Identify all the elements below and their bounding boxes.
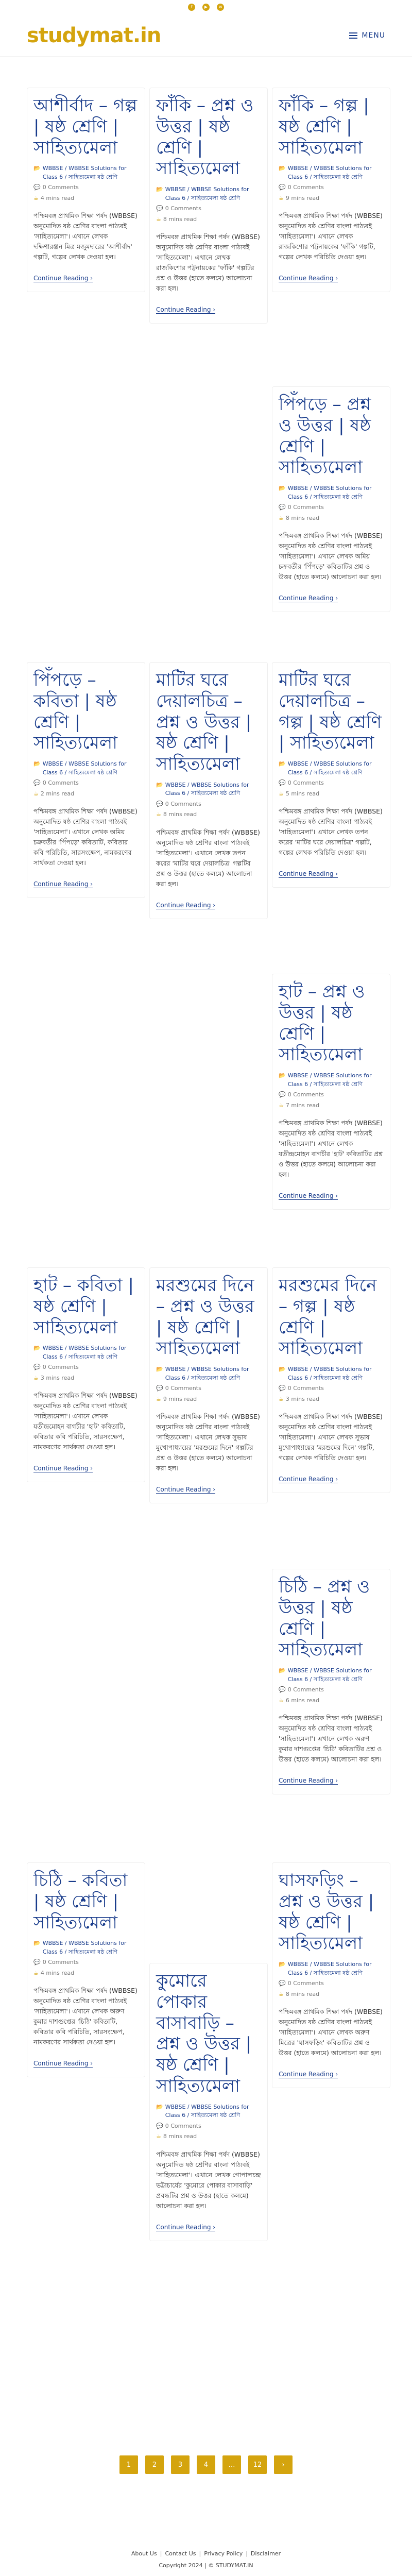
post-card: [272, 88, 390, 292]
post-excerpt: পশ্চিমবঙ্গ প্রাথমিক শিক্ষা পর্ষদ (WBBSE) অনুমোদিত ষষ্ঠ শ্রেণির বাংলা পাঠ্যবই 'সাহিত্যমেলা'। এখানে লেখক সুভাষ মুখোপাধ্যায়ের 'মরশুমের দিনে' গল্পটির প্রশ্ন ও উত্তর (হাতে কলমে) আলোচনা করা হল।: [156, 1413, 260, 1472]
continue-reading-link[interactable]: Continue Reading ›: [279, 2071, 338, 2078]
post-title[interactable]: ফাঁকি – প্রশ্ন ও উত্তর | ষষ্ঠ শ্রেণি | সাহিত্যমেলা: [156, 95, 254, 179]
coffee-icon: ☕: [156, 215, 161, 223]
folder-icon: 📂: [279, 165, 286, 172]
footer-links: [0, 2550, 412, 2557]
hamburger-icon: [349, 32, 357, 39]
post-excerpt: পশ্চিমবঙ্গ প্রাথমিক শিক্ষা পর্ষদ (WBBSE) অনুমোদিত ষষ্ঠ শ্রেণির বাংলা পাঠ্যবই 'সাহিত্যমেলা'। এখানে লেখক যতীন্দ্রমোহন বাগচীর 'হাট' কবিতাটি, কবিতার কবি পরিচিতি, সারসংক্ষেপ, নামকরণের সার্থকতা দেওয়া হল।: [33, 1392, 138, 1451]
post-card: [272, 662, 390, 888]
post-category[interactable]: 📂 WBBSE / WBBSE Solutions for Class 6 / সাহিত্যমেলা ষষ্ঠ শ্রেণি: [33, 165, 127, 180]
continue-reading-link[interactable]: Continue Reading ›: [33, 1465, 93, 1472]
post-title[interactable]: চিঠি – প্রশ্ন ও উত্তর | ষষ্ঠ শ্রেণি | সাহিত্যমেলা: [279, 1577, 370, 1660]
post-excerpt: পশ্চিমবঙ্গ প্রাথমিক শিক্ষা পর্ষদ (WBBSE) অনুমোদিত ষষ্ঠ শ্রেণির বাংলা পাঠ্যবই 'সাহিত্যমেলা'। এখানে লেখক অরুণ মিত্রের 'ঘাসফড়িং' কবিতাটির প্রশ্ন ও উত্তর (হাতে কলমে) আলোচনা করা হল।: [279, 2008, 383, 2057]
email-icon[interactable]: ✉: [217, 4, 224, 11]
coffee-icon: ☕: [33, 194, 39, 201]
coffee-icon: ☕: [279, 1697, 284, 1704]
footer-separator: |: [246, 2550, 248, 2557]
menu-label: MENU: [362, 31, 385, 40]
post-title[interactable]: মাটির ঘরে দেয়ালচিত্র – প্রশ্ন ও উত্তর | ষষ্ঠ শ্রেণি | সাহিত্যমেলা: [156, 670, 252, 775]
post-category[interactable]: 📂 WBBSE / WBBSE Solutions for Class 6 / সাহিত্যমেলা ষষ্ঠ শ্রেণি: [33, 1345, 127, 1360]
folder-icon: 📂: [156, 186, 163, 193]
logo-name: studymat: [27, 23, 133, 47]
post-card: [149, 662, 268, 919]
post-read-time: ☕ 9 mins read: [279, 194, 384, 203]
post-comments[interactable]: 💬 0 Comments: [33, 1958, 139, 1967]
comment-icon: 💬: [279, 1091, 286, 1098]
pagination: [0, 2455, 412, 2474]
footer-link[interactable]: Disclaimer: [250, 2550, 281, 2557]
coffee-icon: ☕: [33, 1969, 39, 1976]
page-button[interactable]: 12: [248, 2455, 267, 2474]
comment-icon: 💬: [156, 205, 163, 212]
post-read-time: ☕ 8 mins read: [279, 514, 384, 523]
post-title[interactable]: পিঁপড়ে – প্রশ্ন ও উত্তর | ষষ্ঠ শ্রেণি | সাহিত্যমেলা: [279, 394, 371, 478]
post-excerpt: পশ্চিমবঙ্গ প্রাথমিক শিক্ষা পর্ষদ (WBBSE) অনুমোদিত ষষ্ঠ শ্রেণির বাংলা পাঠ্যবই 'সাহিত্যমেলা'। এখানে লেখক তপন করের 'মাটির ঘরে দেয়ালচিত্র' গল্পটির প্রশ্ন ও উত্তর (হাতে কলমে) আলোচনা করা হল।: [156, 828, 260, 888]
continue-reading-link[interactable]: Continue Reading ›: [156, 901, 216, 909]
coffee-icon: ☕: [156, 811, 161, 818]
post-excerpt: পশ্চিমবঙ্গ প্রাথমিক শিক্ষা পর্ষদ (WBBSE) অনুমোদিত ষষ্ঠ শ্রেণির বাংলা পাঠ্যবই 'সাহিত্যমেলা'। এখানে লেখক রাজকিশোর পট্টনায়কের 'ফাঁকি' গল্পটি, গল্পের লেখক পরিচিতি দেওয়া হল।: [279, 212, 383, 261]
post-category[interactable]: 📂 WBBSE / WBBSE Solutions for Class 6 / সাহিত্যমেলা ষষ্ঠ শ্রেণি: [279, 760, 372, 776]
footer-link[interactable]: Contact Us: [165, 2550, 196, 2557]
post-comments[interactable]: 💬 0 Comments: [279, 1686, 384, 1694]
site-logo[interactable]: [27, 24, 161, 47]
folder-icon: 📂: [156, 2103, 163, 2110]
folder-icon: 📂: [279, 1667, 286, 1674]
folder-icon: 📂: [156, 781, 163, 788]
post-comments[interactable]: 💬 0 Comments: [33, 183, 139, 192]
folder-icon: 📂: [279, 1366, 286, 1373]
post-excerpt: পশ্চিমবঙ্গ প্রাথমিক শিক্ষা পর্ষদ (WBBSE) অনুমোদিত ষষ্ঠ শ্রেণির বাংলা পাঠ্যবই 'সাহিত্যমেলা'। এখানে লেখক অরুণ কুমার দাশগুপ্তের 'চিঠি' কবিতাটি, কবিতার কবি পরিচিতি, সারসংক্ষেপ, নামকরণের সার্থকতা দেওয়া হল।: [33, 1987, 138, 2046]
folder-icon: 📂: [33, 1940, 41, 1947]
post-card: [272, 1862, 390, 2088]
footer-separator: |: [199, 2550, 201, 2557]
post-read-time: ☕ 5 mins read: [279, 790, 384, 799]
post-read-time: ☕ 7 mins read: [279, 1101, 384, 1110]
page-button[interactable]: 2: [145, 2455, 164, 2474]
post-excerpt: পশ্চিমবঙ্গ প্রাথমিক শিক্ষা পর্ষদ (WBBSE) অনুমোদিত ষষ্ঠ শ্রেণির বাংলা পাঠ্যবই 'সাহিত্যমেলা'। এখানে লেখক তপন করের 'মাটির ঘরে দেয়ালচিত্র' গল্পটি, গল্পের লেখক পরিচিতি দেওয়া হল।: [279, 807, 383, 857]
coffee-icon: ☕: [279, 790, 284, 797]
continue-reading-link[interactable]: Continue Reading ›: [156, 1486, 216, 1494]
post-read-time: ☕ 3 mins read: [279, 1395, 384, 1404]
post-comments[interactable]: 💬 0 Comments: [279, 183, 384, 192]
comment-icon: 💬: [279, 1980, 286, 1987]
page-button[interactable]: 3: [171, 2455, 190, 2474]
folder-icon: 📂: [33, 1345, 41, 1352]
post-category[interactable]: 📂 WBBSE / WBBSE Solutions for Class 6 / সাহিত্যমেলা ষষ্ঠ শ্রেণি: [279, 1667, 372, 1683]
post-category[interactable]: 📂 WBBSE / WBBSE Solutions for Class 6 / সাহিত্যমেলা ষষ্ঠ শ্রেণি: [156, 2103, 249, 2119]
post-read-time: ☕ 8 mins read: [279, 1990, 384, 1999]
continue-reading-link[interactable]: Continue Reading ›: [279, 1777, 338, 1785]
continue-reading-link[interactable]: Continue Reading ›: [33, 275, 93, 282]
coffee-icon: ☕: [279, 1990, 284, 1997]
continue-reading-link[interactable]: Continue Reading ›: [156, 2223, 216, 2231]
youtube-icon[interactable]: ▶: [202, 4, 210, 11]
social-bar: [0, 0, 412, 14]
site-header: [0, 14, 412, 57]
coffee-icon: ☕: [279, 1395, 284, 1402]
comment-icon: 💬: [156, 2122, 163, 2129]
post-category[interactable]: 📂 WBBSE / WBBSE Solutions for Class 6 / সাহিত্যমেলা ষষ্ঠ শ্রেণি: [33, 1940, 127, 1955]
post-read-time: ☕ 8 mins read: [156, 810, 261, 819]
coffee-icon: ☕: [156, 1395, 161, 1402]
post-excerpt: পশ্চিমবঙ্গ প্রাথমিক শিক্ষা পর্ষদ (WBBSE) অনুমোদিত ষষ্ঠ শ্রেণির বাংলা পাঠ্যবই 'সাহিত্যমেলা'। এখানে লেখক অমিয় চক্রবর্তীর 'পিঁপড়ে' কবিতাটি, কবিতার কবি পরিচিতি, সারসংক্ষেপ, নামকরণের সার্থকতা দেওয়া হল।: [33, 807, 138, 867]
folder-icon: 📂: [33, 760, 41, 768]
copyright: Copyright 2024 | © STUDYMAT.IN: [159, 2562, 253, 2569]
comment-icon: 💬: [279, 779, 286, 787]
post-comments[interactable]: 💬 0 Comments: [33, 1363, 139, 1372]
coffee-icon: ☕: [33, 790, 39, 797]
post-read-time: ☕ 9 mins read: [156, 1395, 261, 1404]
comment-icon: 💬: [156, 1385, 163, 1392]
post-read-time: ☕ 3 mins read: [33, 1374, 139, 1383]
post-excerpt: পশ্চিমবঙ্গ প্রাথমিক শিক্ষা পর্ষদ (WBBSE) অনুমোদিত ষষ্ঠ শ্রেণির বাংলা পাঠ্যবই 'সাহিত্যমেলা'। এখানে লেখক অমিয় চক্রবর্তীর 'পিঁপড়ে' কবিতাটির প্রশ্ন ও উত্তর (হাতে কলমে) আলোচনা করা হল।: [279, 532, 383, 581]
comment-icon: 💬: [279, 1385, 286, 1392]
continue-reading-link[interactable]: Continue Reading ›: [279, 1476, 338, 1483]
post-title[interactable]: পিঁপড়ে – কবিতা | ষষ্ঠ শ্রেণি | সাহিত্যমেলা: [33, 670, 118, 754]
post-category[interactable]: 📂 WBBSE / WBBSE Solutions for Class 6 / সাহিত্যমেলা ষষ্ঠ শ্রেণি: [33, 760, 127, 776]
coffee-icon: ☕: [279, 514, 284, 521]
folder-icon: 📂: [279, 1961, 286, 1968]
post-category[interactable]: 📂 WBBSE / WBBSE Solutions for Class 6 / সাহিত্যমেলা ষষ্ঠ শ্রেণি: [279, 1072, 372, 1088]
post-category[interactable]: 📂 WBBSE / WBBSE Solutions for Class 6 / সাহিত্যমেলা ষষ্ঠ শ্রেণি: [156, 186, 249, 201]
post-comments[interactable]: 💬 0 Comments: [156, 2122, 261, 2131]
post-comments[interactable]: 💬 0 Comments: [156, 1384, 261, 1393]
continue-reading-link[interactable]: Continue Reading ›: [279, 870, 338, 878]
folder-icon: 📂: [156, 1366, 163, 1373]
folder-icon: 📂: [279, 485, 286, 492]
post-comments[interactable]: 💬 0 Comments: [279, 1384, 384, 1393]
post-excerpt: পশ্চিমবঙ্গ প্রাথমিক শিক্ষা পর্ষদ (WBBSE) অনুমোদিত ষষ্ঠ শ্রেণির বাংলা পাঠ্যবই 'সাহিত্যমেলা'। এখানে লেখক যতীন্দ্রমোহন বাগচীর 'হাট' কবিতাটির প্রশ্ন ও উত্তর (হাতে কলমে) আলোচনা করা হল।: [279, 1119, 383, 1179]
post-comments[interactable]: 💬 0 Comments: [279, 1979, 384, 1988]
post-read-time: ☕ 6 mins read: [279, 1697, 384, 1705]
post-read-time: ☕ 4 mins read: [33, 1969, 139, 1978]
continue-reading-link[interactable]: Continue Reading ›: [279, 595, 338, 602]
post-card: [272, 974, 390, 1210]
folder-icon: 📂: [279, 760, 286, 768]
post-excerpt: পশ্চিমবঙ্গ প্রাথমিক শিক্ষা পর্ষদ (WBBSE) অনুমোদিত ষষ্ঠ শ্রেণির বাংলা পাঠ্যবই 'সাহিত্যমেলা'। এখানে লেখক সুভাষ মুখোপাধ্যায়ের 'মরশুমের দিনে' গল্পটি, গল্পের লেখক পরিচিতি দেওয়া হল।: [279, 1413, 383, 1462]
post-category[interactable]: 📂 WBBSE / WBBSE Solutions for Class 6 / সাহিত্যমেলা ষষ্ঠ শ্রেণি: [156, 1366, 249, 1381]
post-card: [272, 386, 390, 612]
post-title[interactable]: মরশুমের দিনে – গল্প | ষষ্ঠ শ্রেণি | সাহিত্যমেলা: [279, 1275, 377, 1359]
comment-icon: 💬: [33, 184, 41, 191]
post-category[interactable]: 📂 WBBSE / WBBSE Solutions for Class 6 / সাহিত্যমেলা ষষ্ঠ শ্রেণি: [279, 165, 372, 180]
post-comments[interactable]: 💬 0 Comments: [33, 779, 139, 788]
post-title[interactable]: আশীর্বাদ – গল্প | ষষ্ঠ শ্রেণি | সাহিত্যমেলা: [33, 95, 138, 158]
post-comments[interactable]: 💬 0 Comments: [156, 205, 261, 213]
page-button: …: [222, 2455, 241, 2474]
page-button[interactable]: 4: [197, 2455, 215, 2474]
post-title[interactable]: মরশুমের দিনে – প্রশ্ন ও উত্তর | ষষ্ঠ শ্রেণি | সাহিত্যমেলা: [156, 1275, 254, 1359]
post-comments[interactable]: 💬 0 Comments: [156, 800, 261, 809]
post-excerpt: পশ্চিমবঙ্গ প্রাথমিক শিক্ষা পর্ষদ (WBBSE) অনুমোদিত ষষ্ঠ শ্রেণির বাংলা পাঠ্যবই 'সাহিত্যমেলা'। এখানে লেখক গোপালচন্দ্র ভট্টাচার্যের 'কুমোরে পোকার বাসাবাড়ি' প্রবন্ধটির প্রশ্ন ও উত্তর (হাতে কলমে) আলোচনা করা হল।: [156, 2150, 261, 2210]
folder-icon: 📂: [279, 1072, 286, 1079]
post-card: [149, 88, 268, 324]
footer-link[interactable]: About Us: [131, 2550, 157, 2557]
post-comments[interactable]: 💬 0 Comments: [279, 503, 384, 512]
post-category[interactable]: 📂 WBBSE / WBBSE Solutions for Class 6 / সাহিত্যমেলা ষষ্ঠ শ্রেণি: [279, 1961, 372, 1976]
footer-separator: |: [160, 2550, 162, 2557]
coffee-icon: ☕: [156, 2133, 161, 2140]
continue-reading-link[interactable]: Continue Reading ›: [156, 306, 216, 314]
post-read-time: ☕ 4 mins read: [33, 194, 139, 203]
post-excerpt: পশ্চিমবঙ্গ প্রাথমিক শিক্ষা পর্ষদ (WBBSE) অনুমোদিত ষষ্ঠ শ্রেণির বাংলা পাঠ্যবই 'সাহিত্যমেলা'। এখানে লেখক অরুণ কুমার দাশগুপ্তের 'চিঠি' কবিতাটির প্রশ্ন ও উত্তর (হাতে কলমে) আলোচনা করা হল।: [279, 1714, 383, 1764]
menu-button[interactable]: [349, 31, 385, 40]
comment-icon: 💬: [33, 1959, 41, 1966]
coffee-icon: ☕: [279, 194, 284, 201]
site-footer: [0, 2550, 412, 2569]
post-title[interactable]: চিঠি – কবিতা | ষষ্ঠ শ্রেণি | সাহিত্যমেলা: [33, 1870, 128, 1933]
post-title[interactable]: হাট – কবিতা | ষষ্ঠ শ্রেণি | সাহিত্যমেলা: [33, 1275, 134, 1338]
post-excerpt: পশ্চিমবঙ্গ প্রাথমিক শিক্ষা পর্ষদ (WBBSE) অনুমোদিত ষষ্ঠ শ্রেণির বাংলা পাঠ্যবই 'সাহিত্যমেলা'। এখানে লেখক দক্ষিণারঞ্জন মিত্র মজুমদারের 'আশীর্বাদ' গল্পটি, গল্পের লেখক দেওয়া হল।: [33, 212, 138, 261]
facebook-icon[interactable]: f: [188, 4, 195, 11]
post-card: [27, 88, 145, 292]
post-card: [272, 1267, 390, 1493]
post-category[interactable]: 📂 WBBSE / WBBSE Solutions for Class 6 / সাহিত্যমেলা ষষ্ঠ শ্রেণি: [279, 485, 372, 500]
comment-icon: 💬: [279, 184, 286, 191]
post-title[interactable]: ঘাসফড়িং – প্রশ্ন ও উত্তর | ষষ্ঠ শ্রেণি | সাহিত্যমেলা: [279, 1870, 374, 1954]
post-read-time: ☕ 8 mins read: [156, 215, 261, 224]
coffee-icon: ☕: [33, 1374, 39, 1381]
footer-link[interactable]: Privacy Policy: [204, 2550, 243, 2557]
post-card: [27, 1267, 145, 1482]
continue-reading-link[interactable]: Continue Reading ›: [279, 275, 338, 282]
next-page-button[interactable]: ›: [274, 2455, 293, 2474]
coffee-icon: ☕: [279, 1101, 284, 1109]
post-title[interactable]: মাটির ঘরে দেয়ালচিত্র – গল্প | ষষ্ঠ শ্রেণি | সাহিত্যমেলা: [279, 670, 382, 754]
post-card: [27, 662, 145, 898]
comment-icon: 💬: [33, 779, 41, 787]
comment-icon: 💬: [279, 504, 286, 511]
post-card: [149, 1963, 268, 2241]
post-title[interactable]: হাট – প্রশ্ন ও উত্তর | ষষ্ঠ শ্রেণি | সাহিত্যমেলা: [279, 981, 365, 1065]
post-category[interactable]: 📂 WBBSE / WBBSE Solutions for Class 6 / সাহিত্যমেলা ষষ্ঠ শ্রেণি: [156, 781, 249, 797]
page-button[interactable]: 1: [119, 2455, 138, 2474]
post-card: [27, 1862, 145, 2077]
comment-icon: 💬: [156, 800, 163, 807]
comment-icon: 💬: [33, 1364, 41, 1371]
folder-icon: 📂: [33, 165, 41, 172]
continue-reading-link[interactable]: Continue Reading ›: [33, 2060, 93, 2067]
continue-reading-link[interactable]: Continue Reading ›: [279, 1192, 338, 1200]
post-card: [272, 1569, 390, 1794]
comment-icon: 💬: [279, 1686, 286, 1693]
post-comments[interactable]: 💬 0 Comments: [279, 779, 384, 788]
post-excerpt: পশ্চিমবঙ্গ প্রাথমিক শিক্ষা পর্ষদ (WBBSE) অনুমোদিত ষষ্ঠ শ্রেণির বাংলা পাঠ্যবই 'সাহিত্যমেলা'। এখানে লেখক রাজকিশোর পট্টনায়কের 'ফাঁকি' গল্পটির প্রশ্ন ও উত্তর (হাতে কলমে) আলোচনা করা হল।: [156, 233, 260, 293]
logo-tld: .in: [132, 23, 161, 47]
post-card: [149, 1267, 268, 1503]
post-grid: [0, 57, 412, 2478]
post-category[interactable]: 📂 WBBSE / WBBSE Solutions for Class 6 / সাহিত্যমেলা ষষ্ঠ শ্রেণি: [279, 1366, 372, 1381]
post-title[interactable]: ফাঁকি – গল্প | ষষ্ঠ শ্রেণি | সাহিত্যমেলা: [279, 95, 369, 158]
post-title[interactable]: কুমোরে পোকার বাসাবাড়ি – প্রশ্ন ও উত্তর | ষষ্ঠ শ্রেণি | সাহিত্যমেলা: [156, 1971, 252, 2096]
post-read-time: ☕ 8 mins read: [156, 2132, 261, 2141]
post-comments[interactable]: 💬 0 Comments: [279, 1091, 384, 1099]
post-read-time: ☕ 2 mins read: [33, 790, 139, 799]
continue-reading-link[interactable]: Continue Reading ›: [33, 880, 93, 888]
